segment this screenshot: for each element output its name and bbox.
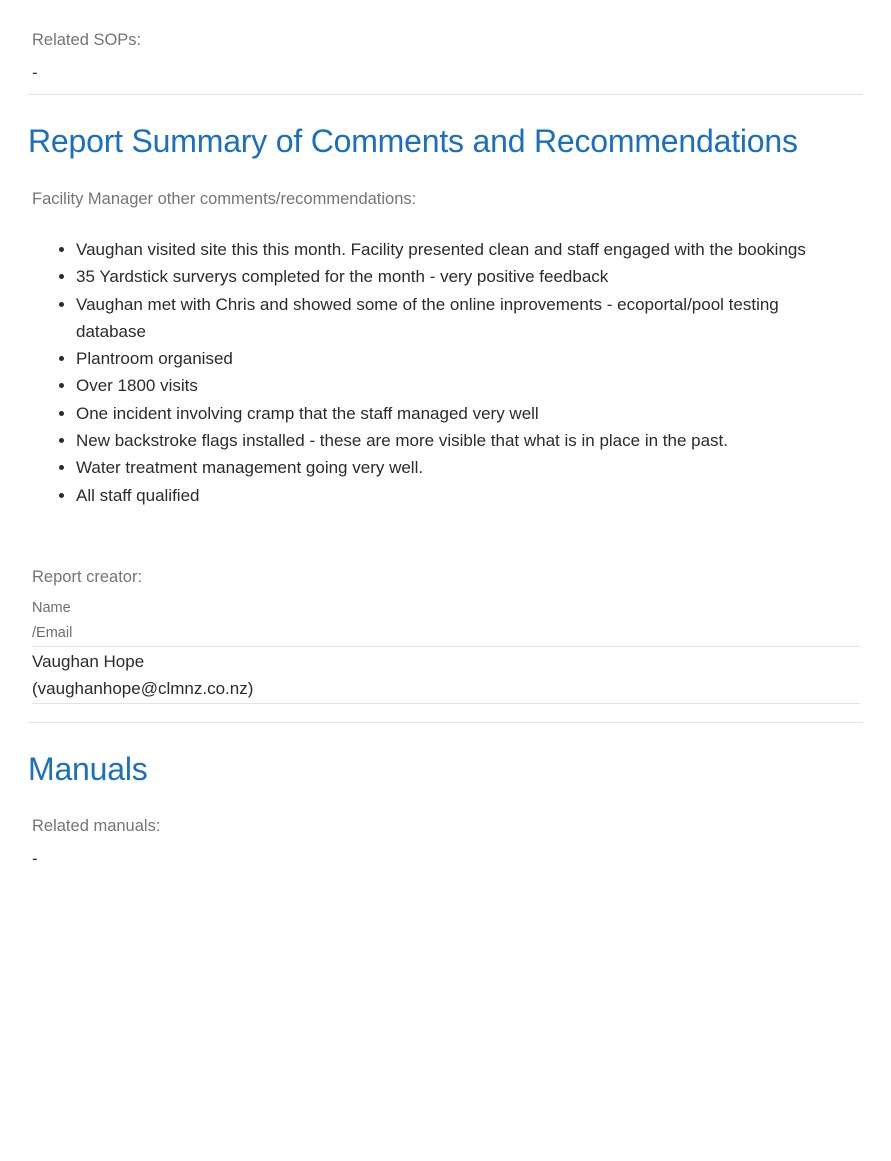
report-summary-title: Report Summary of Comments and Recommendations (28, 123, 798, 159)
list-item: • Water treatment management going very well. (76, 454, 836, 481)
manuals-title: Manuals (28, 751, 148, 787)
list-item: • All staff qualified (76, 482, 836, 509)
related-sops-label: Related SOPs: (32, 31, 142, 49)
related-manuals-label: Related manuals: (32, 817, 161, 835)
creator-email: (vaughanhope@clmnz.co.nz) (32, 679, 254, 698)
facility-manager-comments-label: Facility Manager other comments/recommendations: (32, 190, 417, 208)
list-item: • 35 Yardstick surverys completed for the month - very positive feedback (76, 263, 836, 290)
list-item: • Vaughan met with Chris and showed some of the online inprovements - ecoportal/pool testing database (76, 291, 836, 346)
list-item: • One incident involving cramp that the staff managed very well (76, 400, 836, 427)
section-divider (28, 94, 863, 95)
creator-name: Vaughan Hope (32, 652, 145, 671)
list-item: • Plantroom organised (76, 345, 836, 372)
table-bottom-divider (32, 703, 860, 704)
section-divider (28, 722, 863, 723)
table-header-divider (32, 646, 860, 647)
related-sops-value: - (32, 63, 38, 82)
report-creator-label: Report creator: (32, 568, 143, 586)
table-header-email: /Email (32, 625, 73, 641)
recommendations-list (0, 236, 836, 509)
list-item: • Vaughan visited site this this month. Facility presented clean and staff engaged with the bookings (76, 236, 836, 263)
table-header-name: Name (32, 600, 71, 616)
related-manuals-value: - (32, 849, 38, 868)
list-item: • Over 1800 visits (76, 372, 836, 399)
list-item: • New backstroke flags installed - these are more visible that what is in place in the past. (76, 427, 836, 454)
